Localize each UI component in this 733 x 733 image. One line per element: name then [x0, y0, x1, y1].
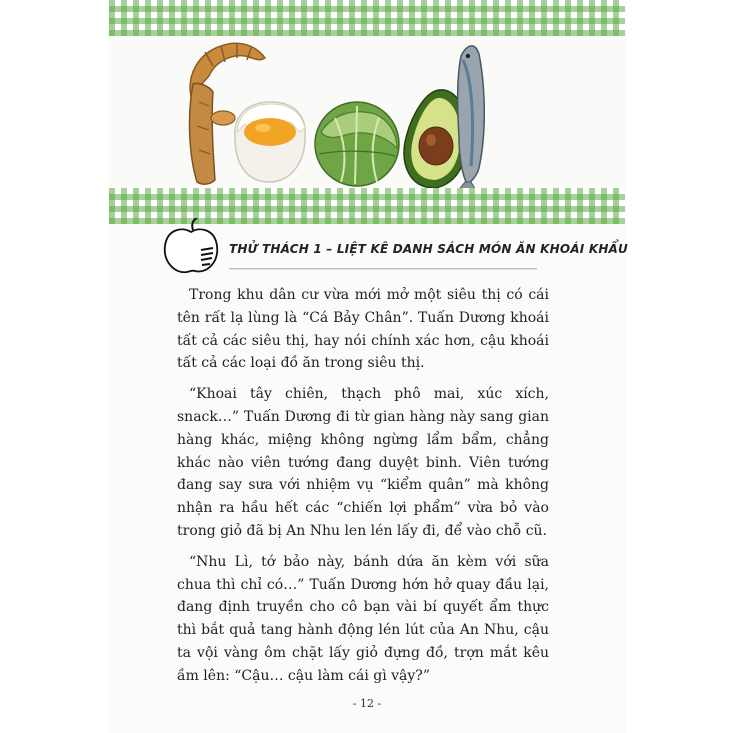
food-title-illustration: [109, 36, 625, 188]
chapter-title: THỬ THÁCH 1 – LIỆT KÊ DANH SÁCH MÓN ĂN KHOÁI KHẨU: [229, 242, 628, 256]
cabbage-icon: [315, 102, 399, 186]
title-divider: [229, 268, 537, 270]
paragraph: Trong khu dân cư vừa mới mở một siêu thị có cái tên rất lạ lùng là “Cá Bảy Chân”. Tuấn Dương khoái tất cả các siêu thị, hay nói chính xác hơn, cậu khoái tất cả các loại đồ ăn trong siêu thị.: [177, 287, 549, 372]
book-page: [109, 0, 628, 733]
paragraph: “Khoai tây chiên, thạch phô mai, xúc xích, snack…” Tuấn Dương đi từ gian hàng này sang gian hàng khác, miệng không ngừng lẩm bẩm, chẳng khác nào viên tướng đang duyệt binh. Viên tướng đang say sưa với nhiệm vụ “kiểm quân” mà không nhận ra hầu hết các “chiến lợi phẩm” vừa bỏ vào trong giỏ đã bị An Nhu len lén lấy đi, để vào chỗ cũ.: [177, 386, 549, 539]
page-number: - 12 -: [352, 697, 382, 710]
apple-icon: [161, 218, 223, 280]
food-banner: [109, 36, 625, 188]
gingham-border-top: [109, 0, 625, 36]
paragraph: “Nhu Lì, tớ bảo này, bánh dứa ăn kèm với sữa chua thì chỉ có…” Tuấn Dương hớn hở quay đầu lại, đang định truyền cho cô bạn vài bí quyết ẩm thực thì bắt quả tang hành động lén lút của An Nhu, cậu ta vội vàng ôm chặt lấy giỏ đựng đồ, trợn mắt kêu ầm lên: “Cậu… cậu làm cái gì vậy?”: [177, 553, 549, 684]
egg-icon: [235, 102, 305, 182]
chapter-body: [177, 284, 549, 696]
fish-icon: [457, 46, 484, 188]
